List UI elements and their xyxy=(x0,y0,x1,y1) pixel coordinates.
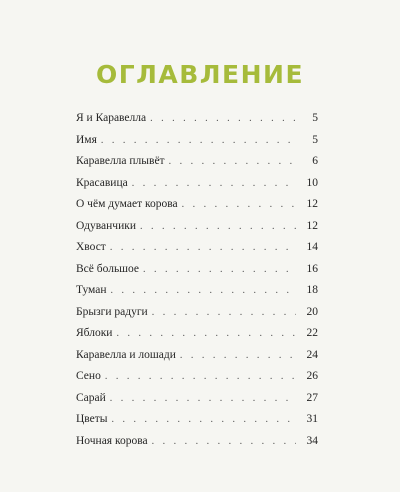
dot-leader xyxy=(143,264,296,275)
page-title: ОГЛАВЛЕНИЕ xyxy=(95,60,305,89)
dot-leader xyxy=(105,371,296,382)
toc-entry-page: 12 xyxy=(306,198,318,210)
dot-leader xyxy=(182,199,296,210)
toc-entry-title: Красавица xyxy=(76,176,128,189)
toc-entry[interactable] xyxy=(76,284,318,306)
toc-entry-page: 10 xyxy=(306,176,318,189)
toc-entry-title: Хвост xyxy=(76,241,106,253)
toc-entry-title: Яблоки xyxy=(76,327,113,339)
dot-leader xyxy=(180,350,296,361)
toc-entry[interactable] xyxy=(76,177,318,199)
toc-entry-title: Каравелла и лошади xyxy=(76,348,176,361)
toc-entry-page: 34 xyxy=(306,434,318,447)
toc-entry[interactable] xyxy=(76,306,318,328)
toc-entry-title: О чём думает корова xyxy=(76,198,178,210)
dot-leader xyxy=(101,135,296,146)
toc-entry-page: 20 xyxy=(306,305,318,318)
dot-leader xyxy=(110,242,296,253)
toc-entry-page: 12 xyxy=(306,219,318,232)
toc-entry[interactable] xyxy=(76,263,318,285)
toc-entry-title: Брызги радуги xyxy=(76,305,148,318)
toc-entry[interactable] xyxy=(76,370,318,392)
toc-entry[interactable] xyxy=(76,220,318,242)
toc-entry-page: 22 xyxy=(306,327,318,339)
toc-entry-title: Сарай xyxy=(76,391,106,404)
dot-leader xyxy=(111,285,296,296)
dot-leader xyxy=(132,178,296,189)
dot-leader xyxy=(152,307,296,318)
toc-entry-page: 16 xyxy=(306,262,318,275)
toc-entry-title: Имя xyxy=(76,133,97,146)
toc-entry-page: 24 xyxy=(306,348,318,361)
toc-entry-page: 5 xyxy=(312,112,318,124)
toc-entry[interactable] xyxy=(76,112,318,134)
toc-entry[interactable] xyxy=(76,392,318,414)
dot-leader xyxy=(152,436,296,447)
table-of-contents xyxy=(76,112,318,456)
toc-entry-title: Я и Каравелла xyxy=(76,112,147,124)
toc-entry[interactable] xyxy=(76,241,318,263)
toc-entry-page: 27 xyxy=(306,391,318,404)
toc-entry-page: 26 xyxy=(306,370,318,382)
toc-entry[interactable] xyxy=(76,413,318,435)
toc-entry[interactable] xyxy=(76,134,318,156)
toc-entry-page: 31 xyxy=(306,413,318,425)
dot-leader xyxy=(150,113,296,124)
dot-leader xyxy=(112,414,296,425)
toc-entry[interactable] xyxy=(76,435,318,457)
toc-entry[interactable] xyxy=(76,198,318,220)
toc-entry-title: Одуванчики xyxy=(76,219,136,232)
toc-entry[interactable] xyxy=(76,327,318,349)
toc-entry-title: Каравелла плывёт xyxy=(76,155,165,167)
toc-entry[interactable] xyxy=(76,349,318,371)
dot-leader xyxy=(169,156,296,167)
toc-entry-title: Цветы xyxy=(76,413,108,425)
toc-entry-title: Туман xyxy=(76,284,107,296)
toc-entry[interactable] xyxy=(76,155,318,177)
toc-entry-page: 5 xyxy=(312,133,318,146)
toc-entry-page: 18 xyxy=(306,284,318,296)
toc-entry-title: Всё большое xyxy=(76,262,140,275)
dot-leader xyxy=(140,221,296,232)
toc-entry-page: 14 xyxy=(306,241,318,253)
toc-entry-title: Ночная корова xyxy=(76,434,148,447)
dot-leader xyxy=(110,393,296,404)
toc-entry-title: Сено xyxy=(76,370,101,382)
toc-entry-page: 6 xyxy=(312,155,318,167)
dot-leader xyxy=(116,328,296,339)
